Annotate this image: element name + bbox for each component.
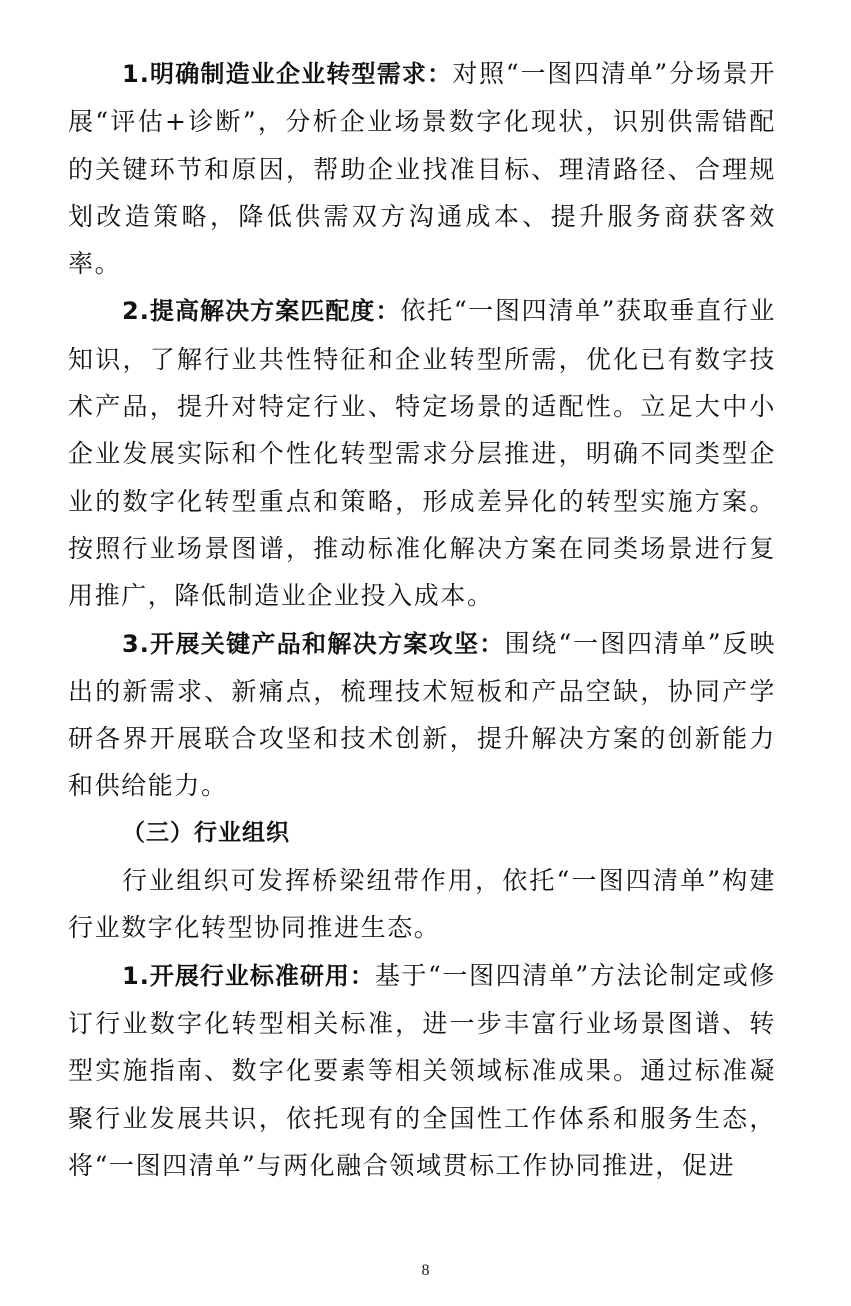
paragraph-2-text: 依托“一图四清单”获取垂直行业知识，了解行业共性特征和企业转型所需，优化已有数字技术产品，提升对特定行业、特定场景的适配性。立足大中小企业发展实际和个性化转型需求分层推进，明确不同类型企业的数字化转型重点和策略，形成差异化的转型实施方案。按照行业场景图谱，推动标准化解决方案在同类场景进行复用推广，降低制造业企业投入成本。 (68, 296, 776, 611)
page-number: 8 (421, 1262, 430, 1279)
paragraph-2 (68, 287, 776, 619)
paragraph-1 (68, 50, 776, 287)
paragraph-3-lead: 3.开展关键产品和解决方案攻坚： (122, 629, 505, 658)
paragraph-4-text: 基于“一图四清单”方法论制定或修订行业数字化转型相关标准，进一步丰富行业场景图谱、转型实施指南、数字化要素等相关领域标准成果。通过标准凝聚行业发展共识，依托现有的全国性工作体系和服务生态，将“一图四清单”与两化融合领域贯标工作协同推进，促进 (68, 960, 776, 1180)
section-intro: 行业组织可发挥桥梁纽带作用，依托“一图四清单”构建行业数字化转型协同推进生态。 (68, 866, 776, 943)
paragraph-3 (68, 620, 776, 810)
paragraph-1-lead: 1.明确制造业企业转型需求： (122, 60, 453, 88)
section-heading: （三）行业组织 (122, 819, 290, 846)
paragraph-1-text: 对照“一图四清单”分场景开展“评估+诊断”，分析企业场景数字化现状，识别供需错配的关键环节和原因，帮助企业找准目标、理清路径、合理规划改造策略，降低供需双方沟通成本、提升服务商获客效率。 (68, 59, 776, 279)
paragraph-2-lead: 2.提高解决方案匹配度： (122, 297, 401, 326)
paragraph-4-lead: 1.开展行业标准研用： (122, 961, 375, 990)
paragraph-3-text: 围绕“一图四清单”反映出的新需求、新痛点，梳理技术短板和产品空缺，协同产学研各界开展联合攻坚和技术创新，提升解决方案的创新能力和供给能力。 (68, 628, 776, 801)
document-page (68, 50, 776, 1189)
paragraph-4 (68, 952, 776, 1189)
